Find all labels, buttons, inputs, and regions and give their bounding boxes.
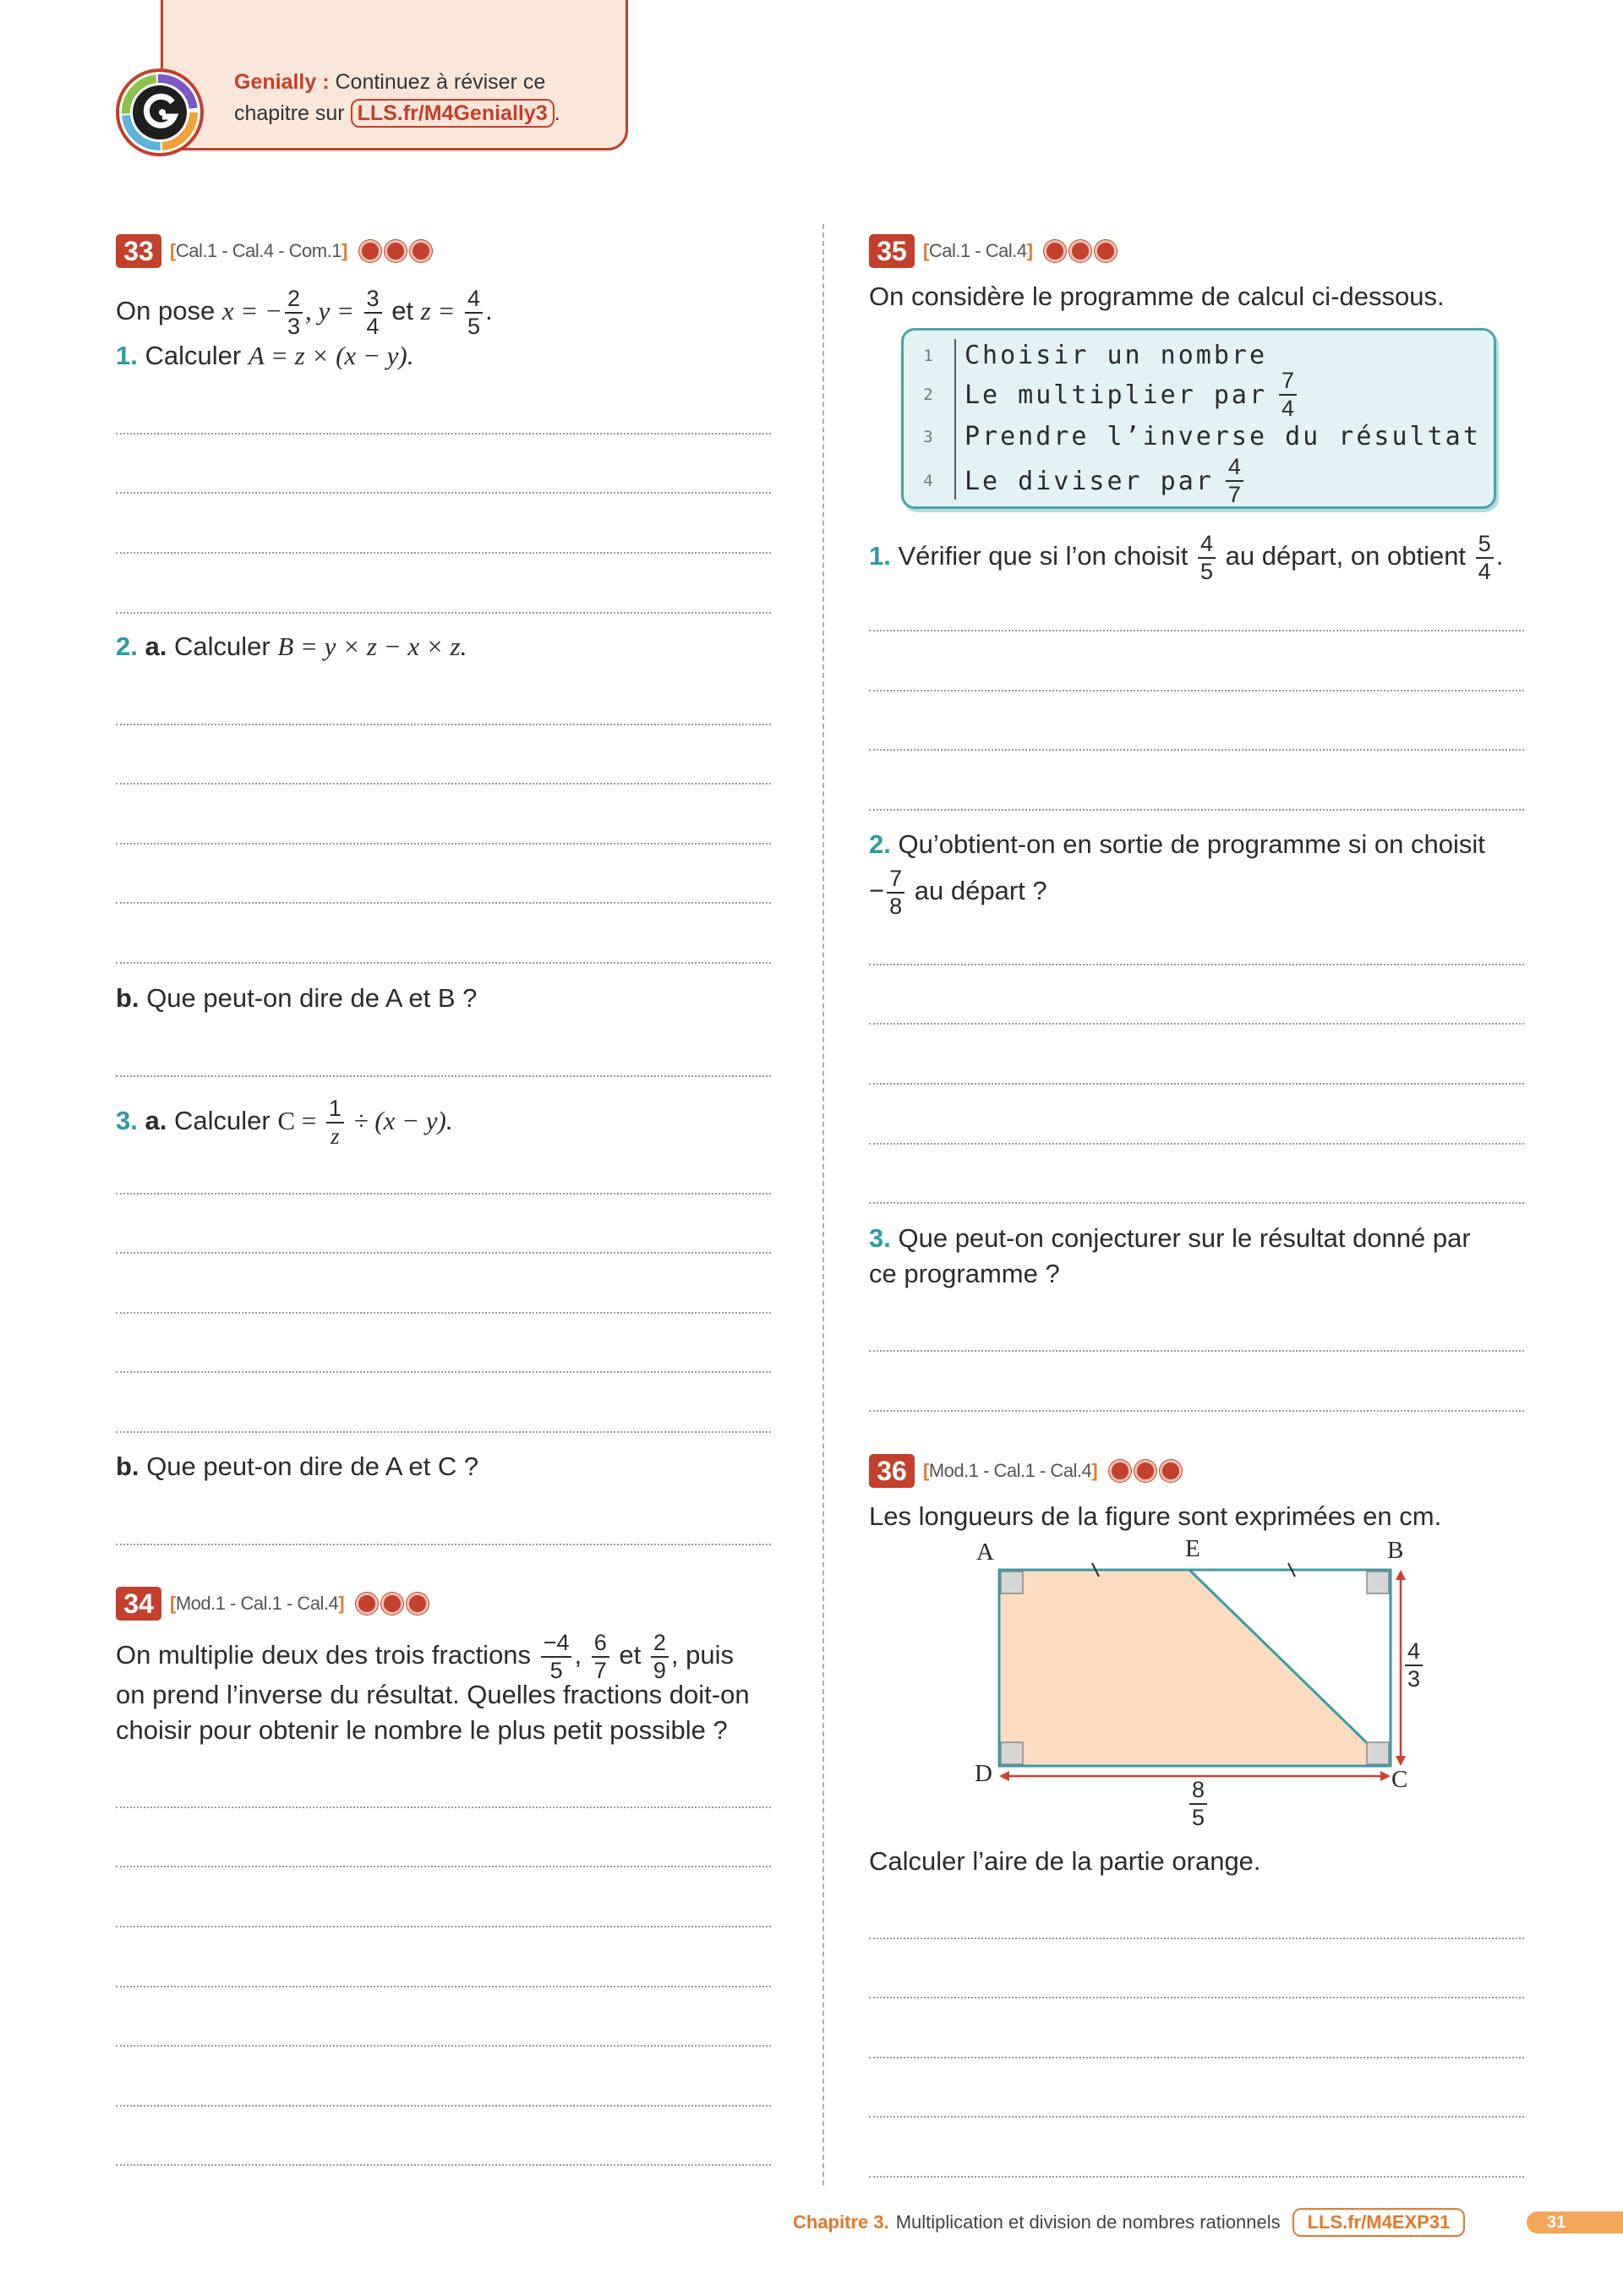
ex34-difficulty [356,1593,429,1615]
difficulty-dot [1160,1460,1182,1482]
answer-line[interactable] [116,1193,771,1194]
label-b: B [1387,1537,1404,1564]
ex33-header [116,234,432,268]
ex36-number: 36 [869,1454,915,1488]
program-line-2: 2 Le multiplier par $\frac{7}{4}$ [904,369,1299,420]
frac-6-7: $\frac{6}{7}$ [592,1632,609,1682]
answer-line[interactable] [869,1997,1524,1998]
program-line-3: 3 Prendre l’inverse du résultat [923,422,1481,451]
ex33-q2b: b. Que peut-on dire de A et B ? [116,983,478,1013]
answer-line[interactable] [869,2057,1524,2058]
answer-line[interactable] [869,964,1524,965]
answer-line[interactable] [869,1143,1524,1145]
frac-4-7: $\frac{4}{7}$ [1226,456,1243,506]
answer-line[interactable] [116,783,771,784]
ex35-header [869,234,1117,268]
right-angle-a [1001,1572,1023,1594]
frac-4-5: $\frac{4}{5}$ [1198,533,1216,583]
ex34-header [116,1587,429,1621]
frac-x: $\frac{2}{3}$ [285,287,303,338]
answer-line[interactable] [116,1075,771,1077]
answer-line[interactable] [869,630,1524,631]
ex35-difficulty [1044,240,1117,262]
answer-line[interactable] [116,1866,771,1867]
genially-brand: Genially : [234,70,330,94]
ex33-number: 33 [116,234,161,268]
answer-line[interactable] [869,1202,1524,1204]
program-line-4: 4 Le diviser par $\frac{4}{7}$ [904,456,1246,506]
difficulty-dot [1044,240,1066,262]
ex35-q2-line1: 2. Qu’obtient-on en sortie de programme si on choisit [869,829,1485,859]
genially-line2: chapitre sur [234,101,345,125]
difficulty-dot [385,240,407,262]
ex34-number: 34 [116,1587,161,1621]
difficulty-dot [1095,240,1117,262]
answer-line[interactable] [116,2045,771,2047]
answer-line[interactable] [869,1083,1524,1085]
ex33-q3b: b. Que peut-on dire de A et C ? [116,1451,479,1481]
answer-line[interactable] [869,1350,1524,1352]
answer-line[interactable] [869,2176,1524,2178]
frac-y: $\frac{3}{4}$ [364,287,382,338]
answer-line[interactable] [869,690,1524,692]
page-number: 31 [1527,2211,1623,2233]
difficulty-dot [1134,1460,1156,1482]
answer-line[interactable] [869,749,1524,751]
genially-logo-icon [115,64,205,161]
height-label-4-3: $\frac{4}{3}$ [1405,1640,1423,1691]
answer-line[interactable] [869,1023,1524,1025]
footer-chapter: Chapitre 3. [793,2211,889,2233]
difficulty-dot [407,1593,429,1615]
calc-program-box [901,328,1496,509]
answer-line[interactable] [116,1312,771,1314]
ex35-q3-line2: ce programme ? [869,1259,1060,1288]
answer-line[interactable] [116,1926,771,1927]
genially-line1: Continuez à réviser ce [335,70,546,94]
answer-line[interactable] [116,962,771,964]
ex33-q1: 1. Calculer A = z × (x − y). [116,341,414,370]
answer-line[interactable] [116,1252,771,1254]
right-angle-b [1367,1572,1389,1594]
ex35-q3-line1: 3. Que peut-on conjecturer sur le résultat donné par [869,1223,1471,1253]
ex36-tags: [Mod.1 - Cal.1 - Cal.4] [923,1460,1098,1481]
difficulty-dot [381,1593,403,1615]
genially-period: . [554,101,560,125]
answer-line[interactable] [116,2164,771,2166]
difficulty-dot [1069,240,1091,262]
answer-line[interactable] [116,1544,771,1545]
ex34-line2: on prend l’inverse du résultat. Quelles fractions doit-on [116,1680,750,1709]
ex36-question: Calculer l’aire de la partie orange. [869,1846,1261,1876]
ex34-line1: On multiplie deux des trois fractions $\frac{-4}{5}$ , $\frac{6}{7}$ et $\frac{2}{9}$ , puis [116,1630,735,1683]
answer-line[interactable] [116,552,771,554]
frac-7-8: $\frac{7}{8}$ [887,867,904,918]
genially-link[interactable]: LLS.fr/M4Genially3 [351,99,555,128]
ex35-q2-line2: − $\frac{7}{8}$ au départ ? [869,866,1047,919]
ex35-intro: On considère le programme de calcul ci-dessous. [869,282,1445,311]
label-a: A [976,1539,994,1566]
footer-link[interactable]: LLS.fr/M4EXP31 [1292,2208,1466,2237]
ex36-intro: Les longueurs de la figure sont exprimées en cm. [869,1501,1442,1531]
difficulty-dot [356,1593,378,1615]
ex36-header [869,1454,1182,1488]
answer-line[interactable] [116,1431,771,1433]
genially-text [234,67,560,129]
ex33-tags: [Cal.1 - Cal.4 - Com.1] [170,240,347,261]
answer-line[interactable] [116,612,771,614]
label-e: E [1185,1535,1200,1562]
label-c: C [1391,1766,1408,1793]
ex34-line3: choisir pour obtenir le nombre le plus petit possible ? [116,1715,728,1745]
frac-1-over-z: $\frac{1}{z}$ [326,1097,344,1148]
width-label-8-5: $\frac{8}{5}$ [1189,1779,1207,1829]
answer-line[interactable] [869,809,1524,811]
answer-line[interactable] [869,1410,1524,1412]
ex33-intro: On pose x = − $\frac{2}{3}$ , y = $\frac{3}{4}$ et z = $\frac{4}{5}$ . [116,286,493,339]
genially-box [161,0,628,150]
right-angle-c [1367,1742,1389,1764]
answer-line[interactable] [116,724,771,725]
answer-line[interactable] [116,433,771,435]
difficulty-dot [1109,1460,1131,1482]
ex33-difficulty [359,240,432,262]
frac-z: $\frac{4}{5}$ [465,287,483,338]
column-divider [822,224,824,2185]
answer-line[interactable] [116,1371,771,1373]
frac-7-4: $\frac{7}{4}$ [1279,369,1297,420]
frac-minus4-5: $\frac{-4}{5}$ [541,1632,572,1682]
ex35-q1: 1. Vérifier que si l’on choisit $\frac{4}{5}$ au départ, on obtient $\frac{5}{4}$ . [869,531,1504,584]
answer-line[interactable] [116,2105,771,2107]
answer-line[interactable] [116,843,771,845]
ex33-q2a: 2. a. Calculer B = y × z − x × z. [116,631,467,661]
answer-line[interactable] [116,492,771,494]
frac-2-9: $\frac{2}{9}$ [651,1632,669,1682]
ex33-q3a: 3. a. Calculer C = $\frac{1}{z}$ ÷ (x − y). [116,1096,453,1149]
difficulty-dot [410,240,432,262]
ex34-tags: [Mod.1 - Cal.1 - Cal.4] [170,1593,345,1614]
footer-title: Multiplication et division de nombres rationnels [895,2211,1281,2233]
answer-line[interactable] [869,2116,1524,2118]
answer-line[interactable] [869,1938,1524,1939]
frac-5-4: $\frac{5}{4}$ [1476,533,1494,583]
page-footer [793,2208,1465,2237]
orange-region [999,1570,1391,1766]
answer-line[interactable] [116,1807,771,1808]
program-line-1: 1 Choisir un nombre [923,341,1268,370]
ex35-tags: [Cal.1 - Cal.4] [923,240,1033,261]
difficulty-dot [359,240,381,262]
right-angle-d [1001,1742,1023,1764]
answer-line[interactable] [116,902,771,904]
ex35-number: 35 [869,234,915,268]
label-d: D [975,1760,992,1787]
ex36-difficulty [1109,1460,1182,1482]
answer-line[interactable] [116,1986,771,1987]
